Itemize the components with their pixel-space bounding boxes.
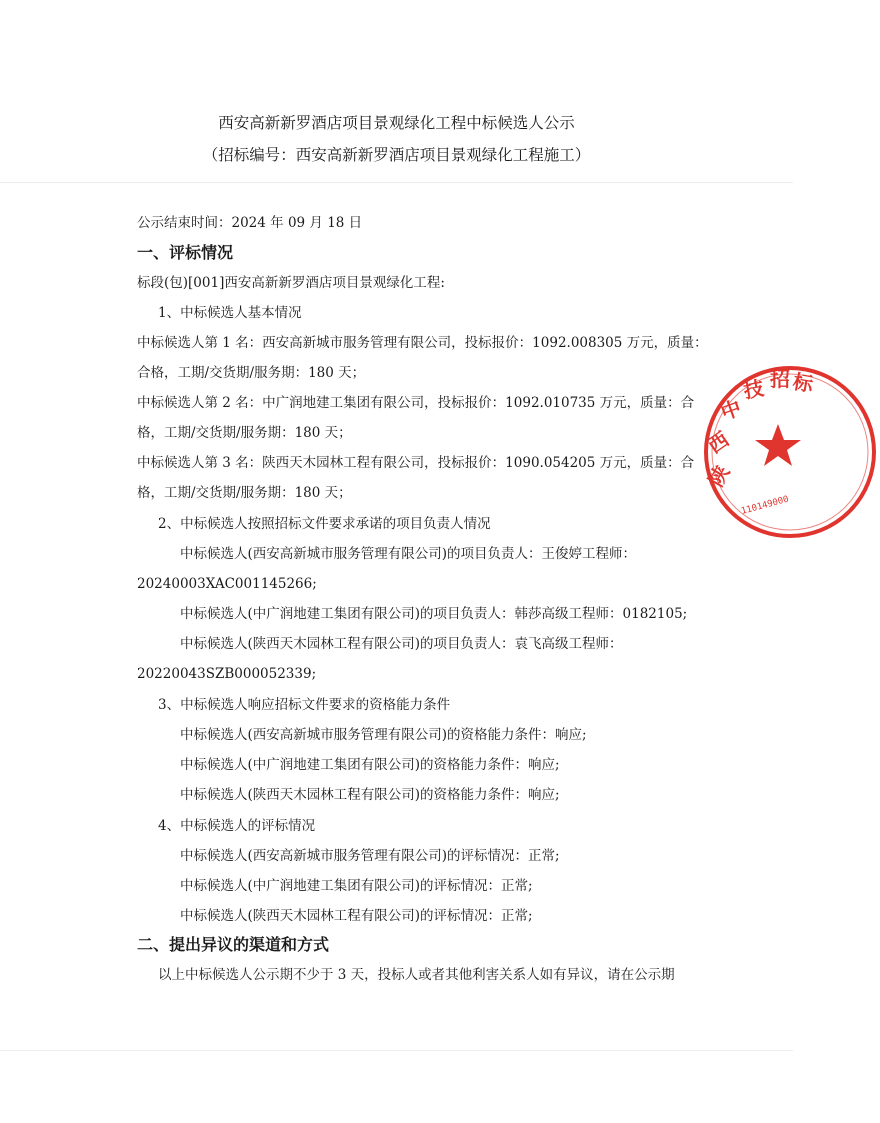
candidate-1-line-a: 中标候选人第 1 名：西安高新城市服务管理有限公司，投标报价：1092.008305 万元，质量： bbox=[137, 335, 708, 351]
evaluation-2: 中标候选人(中广润地建工集团有限公司)的评标情况：正常; bbox=[180, 878, 533, 894]
official-seal bbox=[700, 362, 880, 542]
qualification-1: 中标候选人(西安高新城市服务管理有限公司)的资格能力条件：响应; bbox=[180, 727, 587, 743]
seal-star-icon bbox=[755, 424, 801, 466]
seal-ring bbox=[703, 368, 874, 536]
subheading-basic-info: 1、中标候选人基本情况 bbox=[158, 305, 302, 321]
lot-line: 标段(包)[001]西安高新新罗酒店项目景观绿化工程: bbox=[137, 275, 445, 291]
seal-char-shaan: 陕 bbox=[703, 461, 735, 491]
project-lead-2: 中标候选人(中广润地建工集团有限公司)的项目负责人：韩莎高级工程师：0182105; bbox=[180, 606, 688, 622]
section-heading-objection: 二、提出异议的渠道和方式 bbox=[137, 935, 330, 954]
seal-char-zhong: 中 bbox=[717, 395, 745, 425]
candidate-1-line-b: 合格，工期/交货期/服务期：180 天； bbox=[137, 365, 366, 381]
seal-char-biao: 标 bbox=[791, 369, 815, 397]
document-title: 西安高新新罗酒店项目景观绿化工程中标候选人公示 bbox=[218, 114, 575, 132]
subheading-evaluation-status: 4、中标候选人的评标情况 bbox=[158, 818, 316, 834]
subheading-qualification: 3、中标候选人响应招标文件要求的资格能力条件 bbox=[158, 697, 451, 713]
section-heading-evaluation: 一、评标情况 bbox=[137, 243, 234, 262]
project-lead-3-b: 20220043SZB000052339; bbox=[137, 666, 317, 682]
seal-char-xi: 西 bbox=[703, 426, 734, 459]
objection-text: 以上中标候选人公示期不少于 3 天，投标人或者其他利害关系人如有异议，请在公示期 bbox=[158, 967, 675, 983]
seal-char-zhao: 招 bbox=[770, 367, 790, 391]
candidate-2-line-a: 中标候选人第 2 名：中广润地建工集团有限公司，投标报价：1092.010735 万元，质量：合 bbox=[137, 395, 695, 411]
scan-line bbox=[0, 182, 793, 183]
seal-code: 110149000 bbox=[740, 494, 790, 517]
evaluation-1: 中标候选人(西安高新城市服务管理有限公司)的评标情况：正常; bbox=[180, 848, 560, 864]
subheading-project-lead: 2、中标候选人按照招标文件要求承诺的项目负责人情况 bbox=[158, 516, 491, 532]
candidate-3-line-b: 格，工期/交货期/服务期：180 天； bbox=[137, 485, 352, 501]
project-lead-1-b: 20240003XAC001145266; bbox=[137, 576, 317, 592]
document-subtitle: （招标编号：西安高新新罗酒店项目景观绿化工程施工） bbox=[202, 146, 591, 164]
seal-char-ji: 技 bbox=[741, 375, 766, 403]
qualification-2: 中标候选人(中广润地建工集团有限公司)的资格能力条件：响应; bbox=[180, 757, 560, 773]
project-lead-1-a: 中标候选人(西安高新城市服务管理有限公司)的项目负责人：王俊婷工程师： bbox=[180, 546, 637, 562]
evaluation-3: 中标候选人(陕西天木园林工程有限公司)的评标情况：正常; bbox=[180, 908, 533, 924]
scan-line bbox=[0, 1050, 793, 1051]
candidate-2-line-b: 格，工期/交货期/服务期：180 天； bbox=[137, 425, 352, 441]
qualification-3: 中标候选人(陕西天木园林工程有限公司)的资格能力条件：响应; bbox=[180, 787, 560, 803]
candidate-3-line-a: 中标候选人第 3 名：陕西天木园林工程有限公司，投标报价：1090.054205 万元，质量：合 bbox=[137, 455, 695, 471]
end-time: 公示结束时间：2024 年 09 月 18 日 bbox=[137, 215, 363, 231]
project-lead-3-a: 中标候选人(陕西天木园林工程有限公司)的项目负责人：袁飞高级工程师： bbox=[180, 636, 623, 652]
